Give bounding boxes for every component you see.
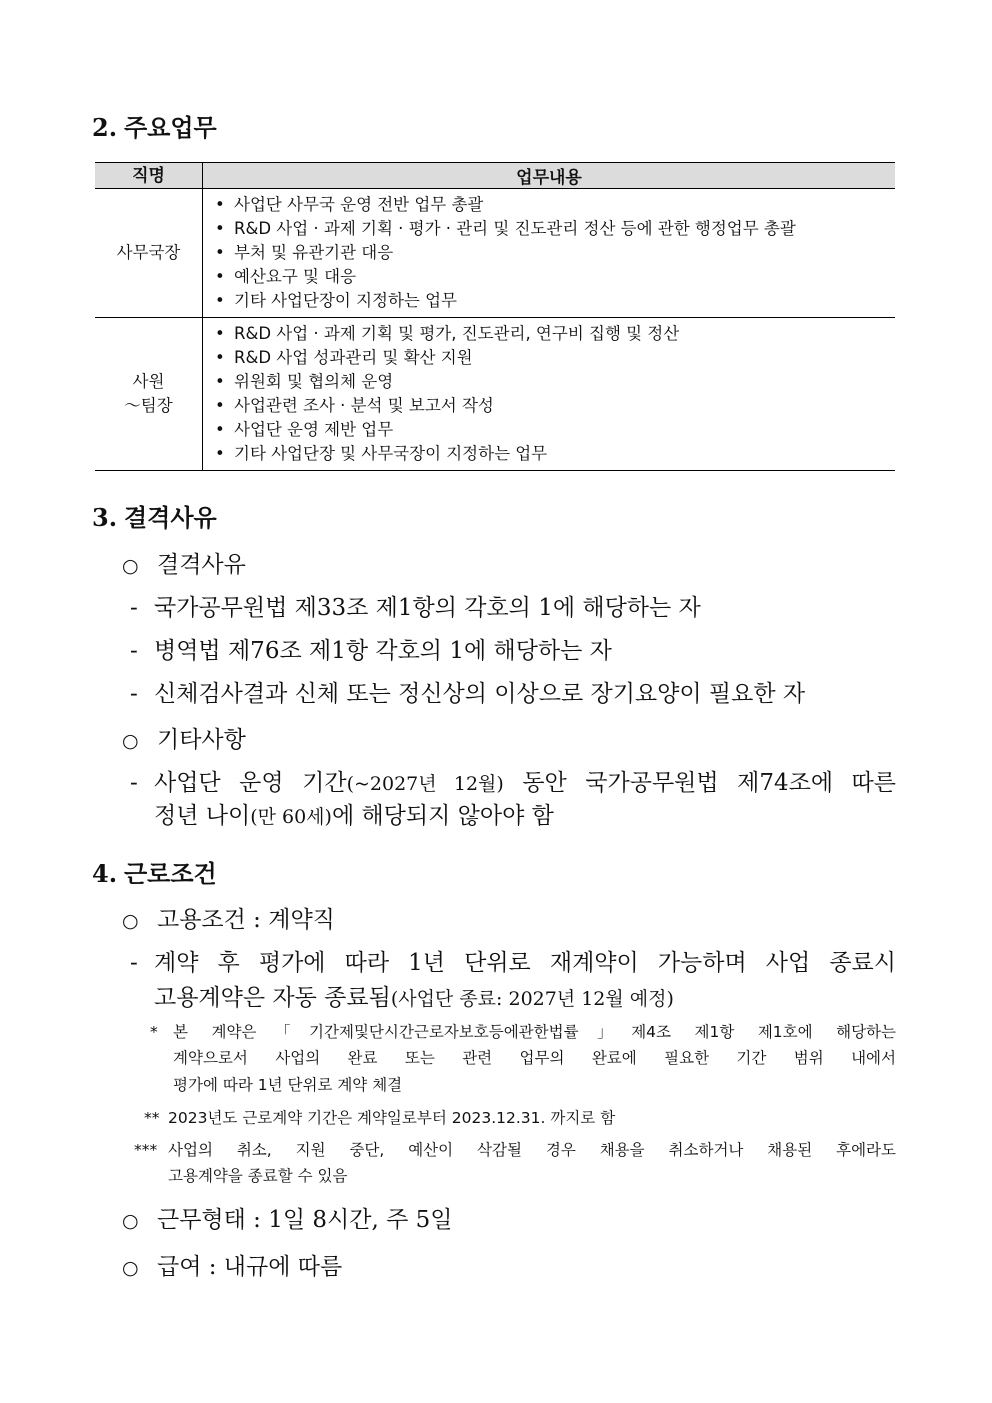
duty-text: R&D 사업 · 과제 기획 · 평가 · 관리 및 진도관리 정산 등에 관한 행정업무 총괄 (234, 219, 796, 238)
subsection-disqualification (122, 550, 246, 581)
subsection-title: 결격사유 (157, 552, 246, 578)
table-row (95, 189, 895, 318)
circle-icon: ○ (122, 555, 139, 577)
bullet-icon: • (215, 420, 225, 439)
item-text: 정년 나이 (154, 803, 251, 829)
list-item (215, 265, 895, 289)
bullet-icon: • (215, 219, 225, 238)
list-item (130, 593, 701, 623)
note-mark: ** (144, 1109, 160, 1127)
subsection-other (122, 725, 246, 756)
section-title: 결격사유 (124, 503, 217, 532)
position-cell (95, 318, 203, 471)
column-header-duties: 업무내용 (203, 163, 896, 189)
list-item (215, 418, 895, 442)
circle-icon: ○ (122, 730, 139, 752)
note-text: 평가에 따라 1년 단위로 계약 체결 (173, 1076, 403, 1094)
section-title: 주요업무 (124, 113, 217, 142)
bullet-icon: • (215, 267, 225, 286)
item-text: 국가공무원법 제33조 제1항의 각호의 1에 해당하는 자 (154, 595, 701, 621)
duty-text: 사업단 운영 제반 업무 (234, 420, 394, 439)
item-text: 급여 : 내규에 따름 (157, 1254, 343, 1280)
list-item (215, 322, 895, 346)
duty-list (203, 318, 895, 470)
bullet-icon: • (215, 348, 225, 367)
position-line: 사원 (132, 372, 165, 391)
list-item (215, 193, 895, 217)
section-2-heading (92, 113, 217, 143)
note-text: 고용계약을 종료할 수 있음 (168, 1167, 348, 1185)
list-item (215, 241, 895, 265)
table-header-row (95, 163, 895, 189)
item-text: 동안 국가공무원법 제74조에 따른 (503, 770, 896, 796)
dash-icon: - (130, 950, 138, 976)
employment-condition (122, 905, 335, 936)
duty-text: 예산요구 및 대응 (234, 267, 357, 286)
dash-icon: - (130, 770, 138, 796)
list-item (130, 636, 612, 666)
circle-icon: ○ (122, 1257, 139, 1279)
list-item (130, 679, 805, 709)
section-number: 3. (92, 503, 118, 532)
note-mark: *** (134, 1141, 158, 1159)
bullet-icon: • (215, 195, 225, 214)
position-line: ～팀장 (124, 396, 173, 415)
bullet-icon: • (215, 396, 225, 415)
section-number: 2. (92, 113, 118, 142)
list-item (130, 948, 896, 978)
duties-cell (203, 189, 896, 318)
item-text: 병역법 제76조 제1항 각호의 1에 해당하는 자 (154, 638, 612, 664)
duties-table (95, 162, 895, 471)
position-cell: 사무국장 (95, 189, 203, 318)
section-4-heading (92, 859, 217, 889)
item-text: 에 해당되지 않아야 함 (331, 803, 554, 829)
list-item-continuation (154, 801, 554, 832)
column-header-position: 직명 (95, 163, 203, 189)
salary (122, 1252, 342, 1283)
bullet-icon: • (215, 291, 225, 310)
duty-text: 기타 사업단장 및 사무국장이 지정하는 업무 (234, 444, 548, 463)
dash-icon: - (130, 595, 138, 621)
item-text: 신체검사결과 신체 또는 정신상의 이상으로 장기요양이 필요한 자 (154, 681, 806, 707)
bullet-icon: • (215, 243, 225, 262)
section-number: 4. (92, 859, 118, 888)
list-item (130, 768, 896, 799)
note-text: 2023년도 근로계약 기간은 계약일로부터 2023.12.31. 까지로 함 (168, 1109, 616, 1127)
note-text: 본 계약은「기간제및단시간근로자보호등에관한법률」제4조 제1항 제1호에 해당하는 (173, 1023, 896, 1041)
duty-text: 사업관련 조사 · 분석 및 보고서 작성 (234, 396, 494, 415)
duty-text: R&D 사업 · 과제 기획 및 평가, 진도관리, 연구비 집행 및 정산 (234, 324, 680, 343)
note-text: 사업의 취소, 지원 중단, 예산이 삭감될 경우 채용을 취소하거나 채용된 후에라도 (168, 1141, 896, 1159)
circle-icon: ○ (122, 910, 139, 932)
duty-text: 기타 사업단장이 지정하는 업무 (234, 291, 457, 310)
list-item (215, 289, 895, 313)
item-text: 계약 후 평가에 따라 1년 단위로 재계약이 가능하며 사업 종료시 (154, 950, 896, 976)
list-item-continuation (154, 983, 674, 1014)
list-item (215, 217, 895, 241)
duty-text: 사업단 사무국 운영 전반 업무 총괄 (234, 195, 484, 214)
list-item (215, 394, 895, 418)
dash-icon: - (130, 638, 138, 664)
item-text: 사업단 운영 기간 (154, 770, 347, 796)
bullet-icon: • (215, 372, 225, 391)
duty-text: 부처 및 유관기관 대응 (234, 243, 394, 262)
dash-icon: - (130, 681, 138, 707)
work-type (122, 1205, 452, 1236)
list-item (215, 370, 895, 394)
item-text: 고용계약은 자동 종료됨 (154, 985, 391, 1011)
duty-list (203, 189, 895, 317)
item-text: 근무형태 : 1일 8시간, 주 5일 (157, 1207, 453, 1233)
item-text: 고용조건 : 계약직 (157, 907, 335, 933)
note-text: 계약으로서 사업의 완료 또는 관련 업무의 완료에 필요한 기간 범위 내에서 (173, 1049, 896, 1067)
list-item (215, 442, 895, 466)
table-row (95, 318, 895, 471)
duties-cell (203, 318, 896, 471)
item-text-paren: (만 60세) (250, 806, 332, 828)
duty-text: R&D 사업 성과관리 및 확산 지원 (234, 348, 473, 367)
item-text-paren: (사업단 종료: 2027년 12월 예정) (390, 988, 674, 1010)
duty-text: 위원회 및 협의체 운영 (234, 372, 394, 391)
bullet-icon: • (215, 324, 225, 343)
item-text-paren: (~2027년 12월) (346, 773, 504, 795)
note-mark: * (150, 1023, 158, 1041)
circle-icon: ○ (122, 1210, 139, 1232)
bullet-icon: • (215, 444, 225, 463)
list-item (215, 346, 895, 370)
section-3-heading (92, 503, 217, 533)
subsection-title: 기타사항 (157, 727, 246, 753)
section-title: 근로조건 (124, 859, 217, 888)
